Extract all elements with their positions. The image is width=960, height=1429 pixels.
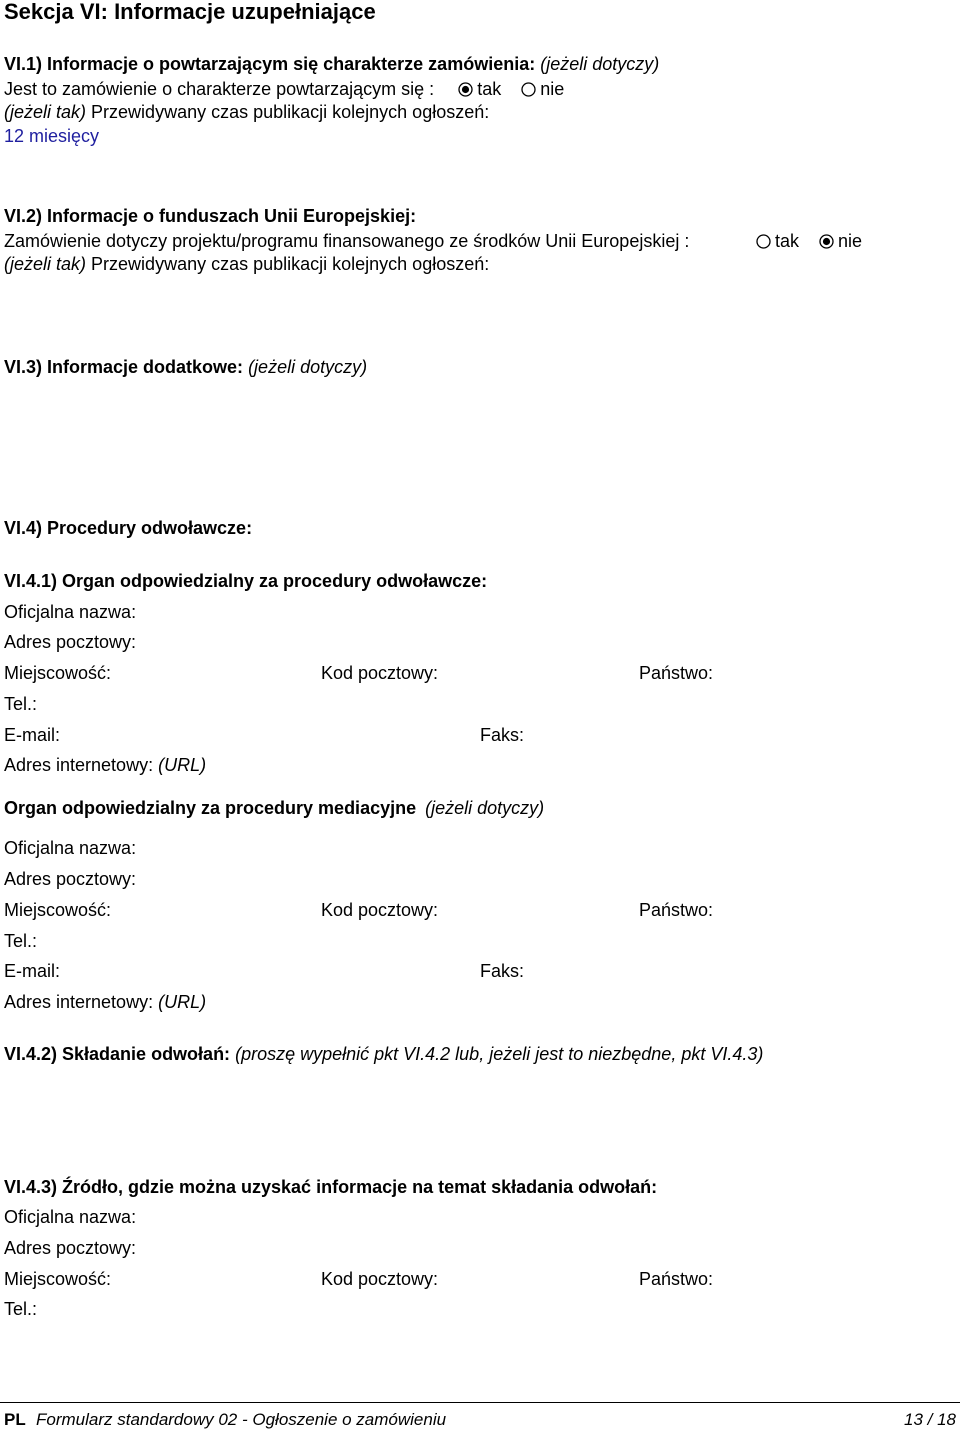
vi42-heading bbox=[4, 1045, 763, 1063]
review-postal-code-label: Kod pocztowy: bbox=[321, 663, 439, 683]
mediation-postal-code-label: Kod pocztowy: bbox=[321, 900, 439, 920]
review-url-label: (URL) bbox=[158, 755, 207, 775]
vi1-pub-row bbox=[4, 103, 489, 121]
section-title: Sekcja VI: Informacje uzupełniające bbox=[4, 0, 376, 24]
vi2-radio-yes-icon[interactable] bbox=[756, 234, 771, 249]
source-official-name-label: Oficjalna nazwa: bbox=[4, 1207, 137, 1227]
vi1-question-row bbox=[4, 80, 564, 98]
mediation-email-label: E-mail: bbox=[4, 961, 61, 981]
mediation-official-name-label: Oficjalna nazwa: bbox=[4, 838, 137, 858]
mediation-internet-row bbox=[4, 993, 206, 1011]
mediation-internet-label: Adres internetowy: bbox=[4, 992, 154, 1012]
vi1-pub-value: 12 miesięcy bbox=[4, 126, 100, 146]
vi42-heading-text: VI.4.2) Składanie odwołań: bbox=[4, 1044, 231, 1064]
vi41-heading: VI.4.1) Organ odpowiedzialny za procedury odwoławcze: bbox=[4, 571, 488, 591]
page-footer bbox=[0, 1402, 960, 1429]
footer-lang: PL bbox=[4, 1410, 26, 1429]
vi43-heading: VI.4.3) Źródło, gdzie można uzyskać informacje na temat składania odwołań: bbox=[4, 1177, 658, 1197]
review-postal-address-label: Adres pocztowy: bbox=[4, 632, 137, 652]
mediation-heading-note: (jeżeli dotyczy) bbox=[425, 798, 545, 818]
vi1-heading-note: (jeżeli dotyczy) bbox=[540, 54, 660, 74]
mediation-tel-label: Tel.: bbox=[4, 931, 38, 951]
mediation-fax-label: Faks: bbox=[480, 961, 525, 981]
review-tel-label: Tel.: bbox=[4, 694, 38, 714]
vi1-no-label: nie bbox=[540, 79, 565, 99]
vi1-radio-yes-icon[interactable] bbox=[458, 82, 473, 97]
footer-page-number: 13 / 18 bbox=[904, 1410, 956, 1429]
vi2-no-label: nie bbox=[838, 231, 863, 251]
review-internet-row bbox=[4, 756, 206, 774]
vi1-radio-no-icon[interactable] bbox=[521, 82, 536, 97]
vi2-yes-label: tak bbox=[775, 231, 800, 251]
vi42-heading-note: (proszę wypełnić pkt VI.4.2 lub, jeżeli jest to niezbędne, pkt VI.4.3) bbox=[235, 1044, 764, 1064]
review-town-label: Miejscowość: bbox=[4, 663, 112, 683]
vi2-pub-row bbox=[4, 255, 489, 273]
review-official-name-label: Oficjalna nazwa: bbox=[4, 602, 137, 622]
vi3-heading bbox=[4, 358, 367, 376]
source-country-label: Państwo: bbox=[639, 1269, 714, 1289]
vi2-radio-row bbox=[756, 232, 862, 250]
vi4-heading: VI.4) Procedury odwoławcze: bbox=[4, 518, 253, 538]
source-postal-address-label: Adres pocztowy: bbox=[4, 1238, 137, 1258]
vi1-heading bbox=[4, 55, 659, 73]
vi3-heading-text: VI.3) Informacje dodatkowe: bbox=[4, 357, 244, 377]
mediation-heading bbox=[4, 799, 544, 817]
review-fax-label: Faks: bbox=[480, 725, 525, 745]
vi2-radio-no-icon[interactable] bbox=[819, 234, 834, 249]
vi2-if-yes: (jeżeli tak) bbox=[4, 254, 87, 274]
source-postal-code-label: Kod pocztowy: bbox=[321, 1269, 439, 1289]
mediation-country-label: Państwo: bbox=[639, 900, 714, 920]
mediation-url-label: (URL) bbox=[158, 992, 207, 1012]
vi2-pub-label: Przewidywany czas publikacji kolejnych ogłoszeń: bbox=[91, 254, 490, 274]
vi1-yes-label: tak bbox=[477, 79, 502, 99]
vi2-heading: VI.2) Informacje o funduszach Unii Europejskiej: bbox=[4, 206, 417, 226]
review-internet-label: Adres internetowy: bbox=[4, 755, 154, 775]
vi2-question: Zamówienie dotyczy projektu/programu finansowanego ze środków Unii Europejskiej : bbox=[4, 231, 690, 251]
source-tel-label: Tel.: bbox=[4, 1299, 38, 1319]
mediation-town-label: Miejscowość: bbox=[4, 900, 112, 920]
mediation-heading-text: Organ odpowiedzialny za procedury mediacyjne bbox=[4, 798, 417, 818]
mediation-postal-address-label: Adres pocztowy: bbox=[4, 869, 137, 889]
vi1-heading-text: VI.1) Informacje o powtarzającym się charakterze zamówienia: bbox=[4, 54, 536, 74]
review-country-label: Państwo: bbox=[639, 663, 714, 683]
vi1-pub-label: Przewidywany czas publikacji kolejnych ogłoszeń: bbox=[91, 102, 490, 122]
source-town-label: Miejscowość: bbox=[4, 1269, 112, 1289]
footer-form-name: Formularz standardowy 02 - Ogłoszenie o zamówieniu bbox=[36, 1410, 447, 1429]
vi3-heading-note: (jeżeli dotyczy) bbox=[248, 357, 368, 377]
vi1-if-yes: (jeżeli tak) bbox=[4, 102, 87, 122]
review-email-label: E-mail: bbox=[4, 725, 61, 745]
vi1-question: Jest to zamówienie o charakterze powtarzającym się : bbox=[4, 79, 435, 99]
